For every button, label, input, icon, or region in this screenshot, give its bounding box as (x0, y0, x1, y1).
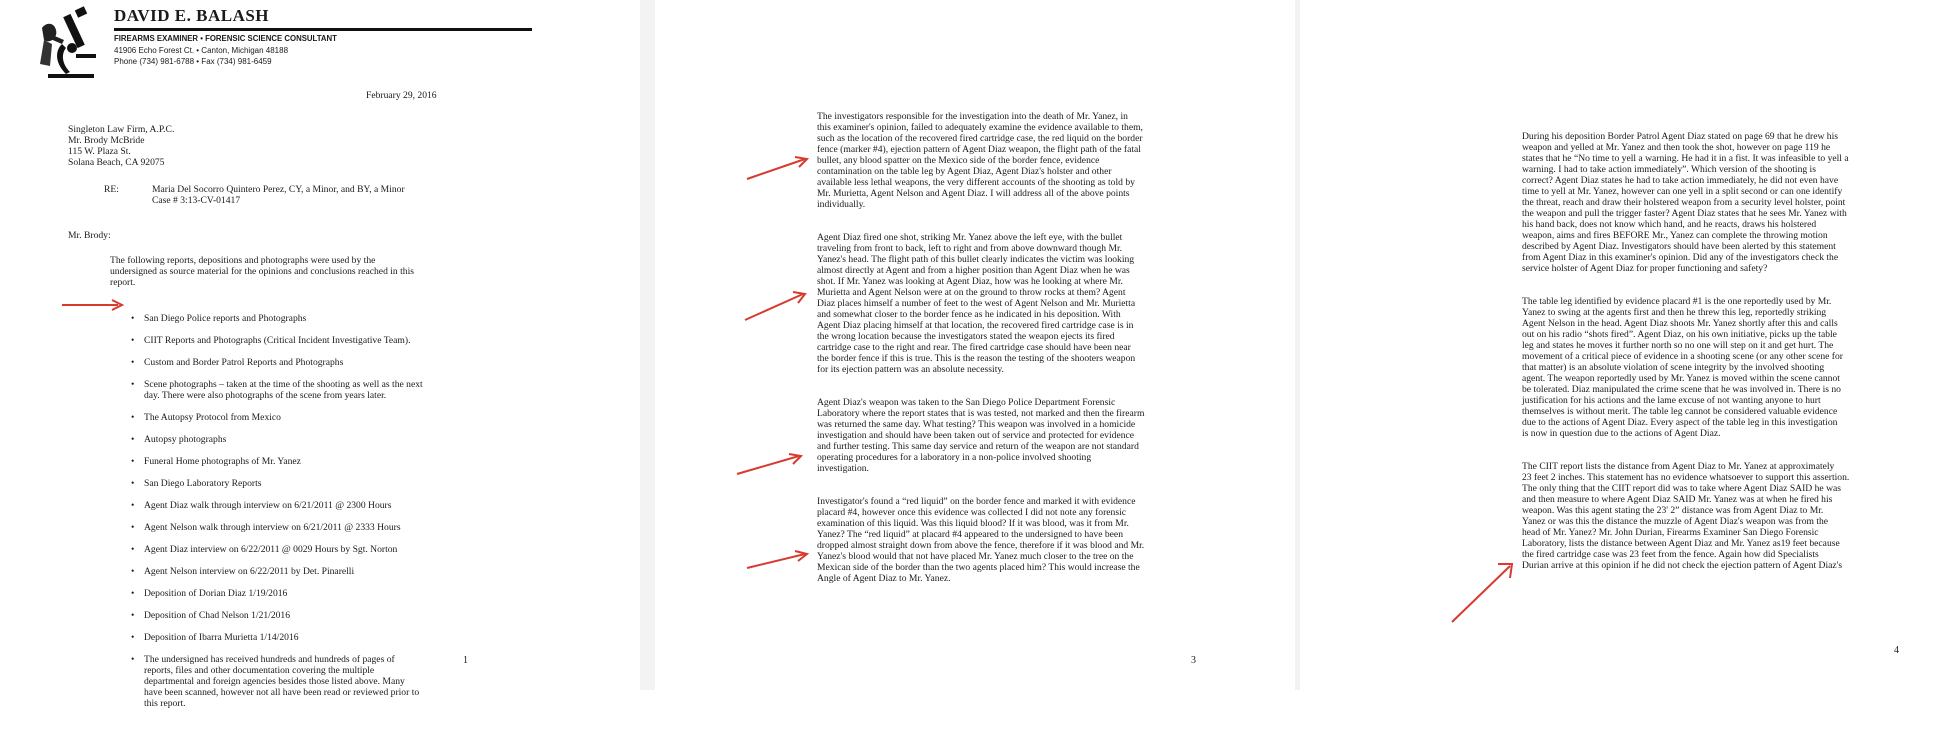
list-item: • The undersigned has received hundreds and hundreds of pages of reports, files and other documentation covering the multiple departmental and foreign agencies besides those listed above. Many have been scanned, however not all have been read or reviewed prior to this report. (144, 654, 500, 709)
list-item: • San Diego Laboratory Reports (144, 478, 500, 489)
paragraph: The table leg identified by evidence placard #1 is the one reportedly used by Mr. Yanez to swing at the agents first and then he threw this leg, reportedly striking Agent Nelson in the head. Agent Diaz shoots Mr. Yanez shortly after this and calls out on his radio “shots fired”. Agent Diaz, on his own initiative, picks up the table leg and states he moves it further north so no one will step on it and get hurt. The movement of a critical piece of evidence in a shooting scene (or any other scene for that matter) is an absolute violation of scene integrity by the involved shooting agent. The weapon reportedly used by Mr. Yanez is moved within the scene cannot be tolerated. Diaz manipulated the crime scene that he was involved in. There is no justification for his actions and the lame excuse of not wanting anyone to hurt themselves is without merit. The table leg cannot be considered valuable evidence due to the actions of Agent Diaz. Every aspect of the table leg in this investigation is now in question due to the actions of Agent Diaz. (1522, 296, 1843, 439)
red-arrow-icon (1448, 560, 1518, 626)
paragraph: The CIIT report lists the distance from Agent Diaz to Mr. Yanez at approximately 23 feet 2 inches. This statement has no evidence whatsoever to support this assertion. The only thing that the CIIT report did was to take where Agent Diaz SAID he was and then measure to where Agent Diaz SAID Mr. Yanez was at when he fired his weapon. Was this agent stating the 23' 2” distance was from Agent Diaz to Mr. Yanez or was this the distance the muzzle of Agent Diaz's weapon was from the head of Mr. Yanez? Mr. John Durian, Firearms Examiner San Diego Forensic Laboratory, lists the distance between Agent Diaz and Mr. Yanez as19 feet because the fired cartridge case was 23 feet from the fence. Again how did Specialists Durian arrive at this opinion if he did not check the ejection pattern of Agent Diaz's (1522, 461, 1850, 571)
list-item: • San Diego Police reports and Photographs (144, 313, 500, 324)
re-label: RE: (104, 184, 119, 195)
list-item: • Agent Diaz interview on 6/22/2011 @ 0029 Hours by Sgt. Norton (144, 544, 500, 555)
list-item: • Autopsy photographs (144, 434, 500, 445)
letterhead-rule (114, 28, 532, 31)
paragraph: During his deposition Border Patrol Agent Diaz stated on page 69 that he drew his weapon and yelled at Mr. Yanez and then took the shot, however on page 119 he states that he “No time to yell a warning. He had it in a fist. It was infeasible to yell a warning. I had to take action immediately”. Which version of the shooting is correct? Agent Diaz states he had to take action immediately, he did not even have time to yell at Mr. Yanez, however can one yell in a split second or can one identify the threat, reach and draw their holstered weapon from a security level holster, point the weapon and pull the trigger faster? Agent Diaz states that he sees Mr. Yanez with his hand back, does not know which hand, and he reacts, draws his holstered weapon, aims and fires BEFORE Mr., Yanez can complete the throwing motion described by Agent Diaz. Investigators should have been alerted by this statement from Agent Diaz in this examiner's opinion. Did any of the investigators check the service holster of Agent Diaz for proper functioning and safety? (1522, 131, 1849, 274)
list-item: • Scene photographs – taken at the time of the shooting as well as the next day. There were also photographs of the scene from years later. (144, 379, 500, 401)
red-arrow-icon (743, 290, 809, 324)
page3-body (817, 100, 1287, 606)
list-item: • CIIT Reports and Photographs (Critical Incident Investigative Team). (144, 335, 500, 346)
letterhead-name: DAVID E. BALASH (114, 6, 270, 25)
recipient-address: Singleton Law Firm, A.P.C. Mr. Brody McBride 115 W. Plaza St. Solana Beach, CA 92075 (68, 124, 175, 168)
paragraph: Agent Diaz fired one shot, striking Mr. Yanez above the left eye, with the bullet traveling from front to back, left to right and from above downward though Mr. Yanez's head. The flight path of this bullet clearly indicates the victim was looking almost directly at Agent and from a higher position than Agent Diaz when he was shot. If Mr. Yanez was looking at Agent Diaz, how was he looking at where Mr. Murietta and Agent Nelson were at on the ground to throw rocks at them? Agent Diaz places himself a number of feet to the west of Agent Nelson and Mr. Murietta and somewhat closer to the border fence as he indicated in his deposition. With Agent Diaz placing himself at that location, the recovered fired cartridge case is in the wrong location because the investigators stated the weapon ejects its fired cartridge case to the right and rear. The fired cartridge case should have been near the border fence if this is true. This is the reason the testing of the shooters weapon for its ejection pattern was an absolute necessity. (817, 232, 1136, 375)
letterhead-phone: Phone (734) 981-6788 • Fax (734) 981-6459 (114, 57, 272, 66)
paragraph: Agent Diaz's weapon was taken to the San Diego Police Department Forensic Laboratory where the report states that is was tested, not marked and then the firearm was returned the same day. What testing? This weapon was involved in a homicide investigation and should have been taken out of service and protected for evidence and further testing. This same day service and return of the weapon are not standard operating procedures for a laboratory in a non-police involved shooting investigation. (817, 397, 1145, 474)
letter-date: February 29, 2016 (366, 90, 437, 101)
page-number: 1 (463, 655, 468, 666)
microscope-logo-icon (36, 4, 106, 80)
letterhead-title: FIREARMS EXAMINER • FORENSIC SCIENCE CONSULTANT (114, 34, 337, 43)
red-arrow-icon (745, 155, 811, 183)
paragraph: The investigators responsible for the investigation into the death of Mr. Yanez, in this examiner's opinion, failed to adequately examine the evidence available to them, such as the location of the recovered fired cartridge case, the red liquid on the border fence (marker #4), ejection pattern of Agent Diaz weapon, the flight path of the fatal bullet, any blood spatter on the Mexico side of the border fence, evidence contamination on the table leg by Agent Diaz, Agent Diaz's holster and other available less lethal weapons, the very different accounts of the shooting as told by Mr. Murietta, Agent Nelson and Agent Diaz. I will address all of the above points individually. (817, 111, 1143, 210)
intro-paragraph: The following reports, depositions and photographs were used by the undersigned as source material for the opinions and conclusions reached in this report. (110, 255, 414, 288)
page-number: 3 (1191, 655, 1196, 666)
red-arrow-icon (745, 550, 811, 572)
page-number: 4 (1894, 645, 1899, 656)
salutation: Mr. Brody: (68, 230, 111, 241)
red-arrow-icon (735, 452, 805, 478)
page4-body (1522, 120, 1952, 593)
list-item: • Funeral Home photographs of Mr. Yanez (144, 456, 500, 467)
re-subject: Maria Del Socorro Quintero Perez, CY, a Minor, and BY, a Minor Case # 3:13-CV-01417 (152, 184, 405, 206)
list-item: • Deposition of Dorian Diaz 1/19/2016 (144, 588, 500, 599)
list-item: • Agent Nelson walk through interview on 6/21/2011 @ 2333 Hours (144, 522, 500, 533)
list-item: • Agent Diaz walk through interview on 6/21/2011 @ 2300 Hours (144, 500, 500, 511)
document-page-4 (1300, 0, 1954, 690)
red-arrow-icon (62, 298, 124, 312)
list-item: • Custom and Border Patrol Reports and Photographs (144, 357, 500, 368)
list-item: • Deposition of Chad Nelson 1/21/2016 (144, 610, 500, 621)
source-bullets (130, 302, 500, 720)
paragraph: Investigator's found a “red liquid” on the border fence and marked it with evidence placard #4, however once this evidence was collected I did not note any forensic examination of this liquid. Was this liquid blood? If it was blood, was it from Mr. Yanez? The “red liquid” at placard #4 appeared to the undersigned to have been dropped almost straight down from above the fence, therefore if it was blood and Mr. Yanez's blood would that not have placed Mr. Yanez much closer to the tree on the Mexican side of the border than the two agents placed him? This would increase the Angle of Agent Diaz to Mr. Yanez. (817, 496, 1145, 584)
document-page-1 (0, 0, 640, 709)
list-item: • Deposition of Ibarra Murietta 1/14/2016 (144, 632, 500, 643)
list-item: • The Autopsy Protocol from Mexico (144, 412, 500, 423)
page-gutter-left (640, 0, 655, 690)
letterhead-address: 41906 Echo Forest Ct. • Canton, Michigan 48188 (114, 46, 289, 55)
list-item: • Agent Nelson interview on 6/22/2011 by Det. Pinarelli (144, 566, 500, 577)
document-page-3 (655, 0, 1295, 690)
source-list (130, 291, 500, 731)
